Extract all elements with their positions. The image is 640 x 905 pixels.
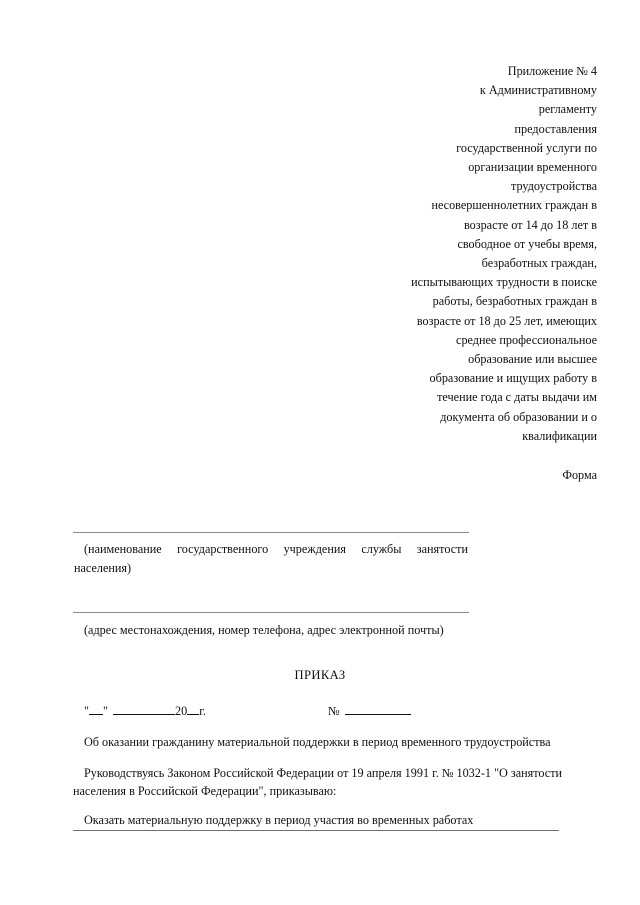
order-basis-line2: населения в Российской Федерации", приказываю: [73,784,337,798]
year-blank [187,702,199,715]
order-basis-line1: Руководствуясь Законом Российской Федерации от 19 апреля 1991 г. № 1032-1 "О занятости [84,766,563,780]
date-line [84,702,206,719]
appendix-line: возрасте от 18 до 25 лет, имеющих [416,313,597,328]
appendix-line: среднее профессиональное [456,332,597,347]
number-sign: № [328,704,340,718]
institution-caption-line2: населения) [74,560,132,575]
appendix-line: течение года с даты выдачи им [437,390,597,405]
address-caption: (адрес местонахождения, номер телефона, адрес электронной почты) [84,623,444,637]
day-blank [89,702,103,715]
appendix-line: несовершеннолетних граждан в [431,198,597,213]
appendix-line: государственной услуги по [456,140,597,155]
appendix-header [357,62,597,446]
institution-name-field-line [73,532,469,533]
order-title: ПРИКАЗ [294,668,346,682]
year-prefix: 20 [175,704,188,718]
appendix-line: свободное от учебы время, [457,236,597,251]
order-subject: Об оказании гражданину материальной поддержки в период временного трудоустройства [84,735,551,749]
institution-caption-word: службы [361,542,402,556]
appendix-line: документа об образовании и о [440,409,597,424]
appendix-line: трудоустройства [511,179,597,194]
form-label: Форма [562,468,597,482]
institution-caption-word: государственного [177,542,269,556]
appendix-line: к Административному [479,83,597,98]
institution-caption [74,540,468,577]
address-field-line [73,612,469,613]
appendix-line: безработных граждан, [481,256,597,271]
date-quote-close: " [102,704,108,718]
month-blank [113,702,175,715]
appendix-line: возрасте от 14 до 18 лет в [463,217,597,232]
year-suffix: г. [199,704,206,718]
order-text: Оказать материальную поддержку в период участия во временных работах [84,813,474,827]
appendix-line: образование или высшее [468,352,597,367]
appendix-line: регламенту [538,102,597,117]
institution-caption-word: (наименование [84,542,162,556]
appendix-line: образование и ищущих работу в [429,371,597,386]
appendix-line: организации временного [468,160,597,175]
institution-caption-word: учреждения [283,542,346,556]
appendix-line: Приложение № 4 [507,64,597,78]
order-number-blank [345,702,411,715]
appendix-line: работы, безработных граждан в [432,294,597,309]
appendix-line: испытывающих трудности в поиске [411,275,597,290]
order-number-line [328,702,411,719]
institution-caption-word: занятости [416,542,468,556]
appendix-line: предоставления [514,121,597,136]
appendix-line: квалификации [522,428,597,443]
order-text-field-line [73,830,559,831]
date-quote-open: " [84,704,89,718]
